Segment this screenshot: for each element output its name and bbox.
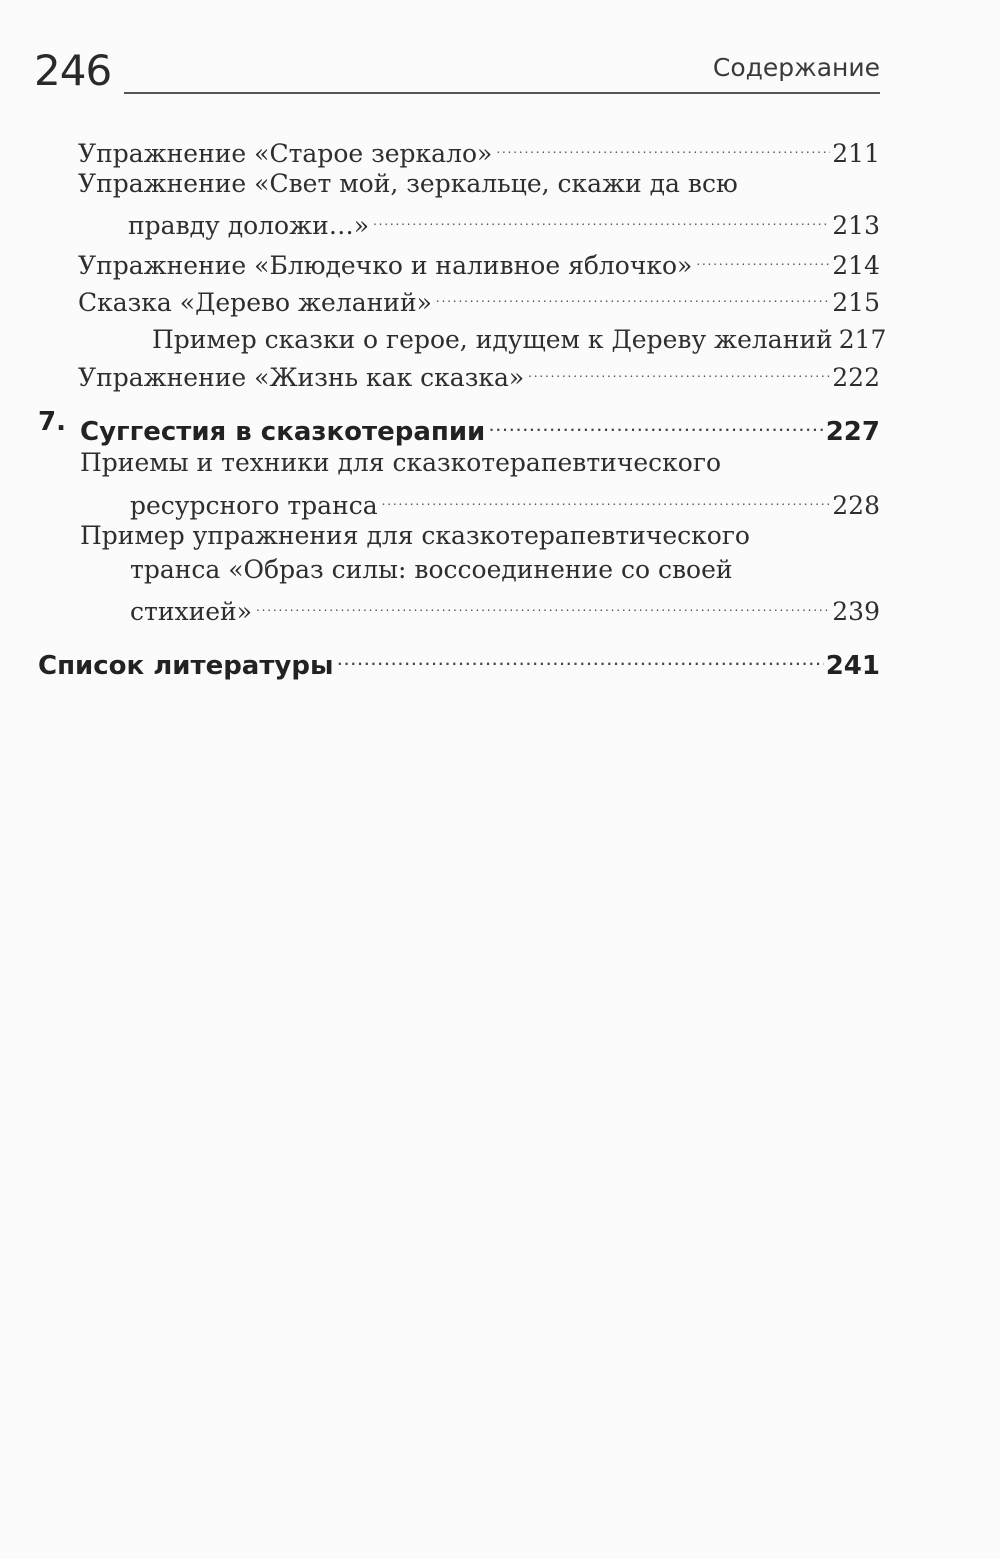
toc-entry-title: Упражнение «Жизнь как сказка» — [78, 363, 525, 392]
dot-leader — [528, 350, 830, 386]
dot-leader — [338, 638, 824, 674]
toc-entry-page: 213 — [832, 211, 880, 240]
toc-entry-page: 217 — [838, 325, 887, 354]
toc-entry-title-continued: стихией» — [130, 597, 253, 626]
toc-entry-title-line[interactable]: транса «Образ силы: воссоединение со своей — [130, 555, 733, 584]
dot-leader — [489, 404, 823, 440]
toc-entry-page: 222 — [832, 363, 880, 392]
toc-entry-title-continued: ресурсного транса — [130, 491, 378, 520]
dot-leader — [436, 275, 830, 311]
chapter-page: 227 — [825, 417, 880, 447]
toc-chapter-entry[interactable] — [80, 404, 880, 450]
dot-leader — [382, 478, 831, 514]
toc-entry-title-line[interactable]: Упражнение «Свет мой, зеркальце, скажи да всю — [78, 169, 738, 198]
page-header — [34, 40, 880, 102]
toc-entry-title: Пример сказки о герое, идущем к Дереву желаний — [152, 325, 833, 354]
toc-entry[interactable] — [78, 350, 880, 396]
dot-leader — [256, 584, 830, 620]
toc-entry-page: 215 — [832, 288, 880, 317]
toc-entry-page: 211 — [832, 139, 880, 168]
header-rule — [124, 92, 880, 94]
bibliography-page: 241 — [825, 651, 880, 681]
chapter-title: Суггестия в сказкотерапии — [80, 417, 486, 447]
dot-leader — [373, 198, 830, 234]
toc-entry-title-line[interactable]: Пример упражнения для сказкотерапевтического — [80, 521, 750, 550]
toc-entry[interactable] — [130, 584, 880, 630]
toc-entry-title-line[interactable]: Приемы и техники для сказкотерапевтического — [80, 448, 721, 477]
toc-entry-page: 214 — [832, 251, 880, 280]
toc-entry-title: Сказка «Дерево желаний» — [78, 288, 432, 317]
dot-leader — [496, 126, 830, 162]
toc-entry-page: 239 — [832, 597, 880, 626]
toc-entry-title-continued: правду доложи…» — [128, 211, 370, 240]
toc-entry-page: 228 — [832, 491, 880, 520]
bibliography-title: Список литературы — [38, 651, 334, 681]
toc-entry-title: Упражнение «Старое зеркало» — [78, 139, 493, 168]
chapter-number: 7. — [38, 407, 66, 437]
page-number: 246 — [34, 46, 112, 95]
running-head: Содержание — [712, 53, 880, 82]
toc-bibliography-entry[interactable] — [38, 638, 880, 684]
toc-entry-title: Упражнение «Блюдечко и наливное яблочко» — [78, 251, 693, 280]
dot-leader — [696, 238, 830, 274]
